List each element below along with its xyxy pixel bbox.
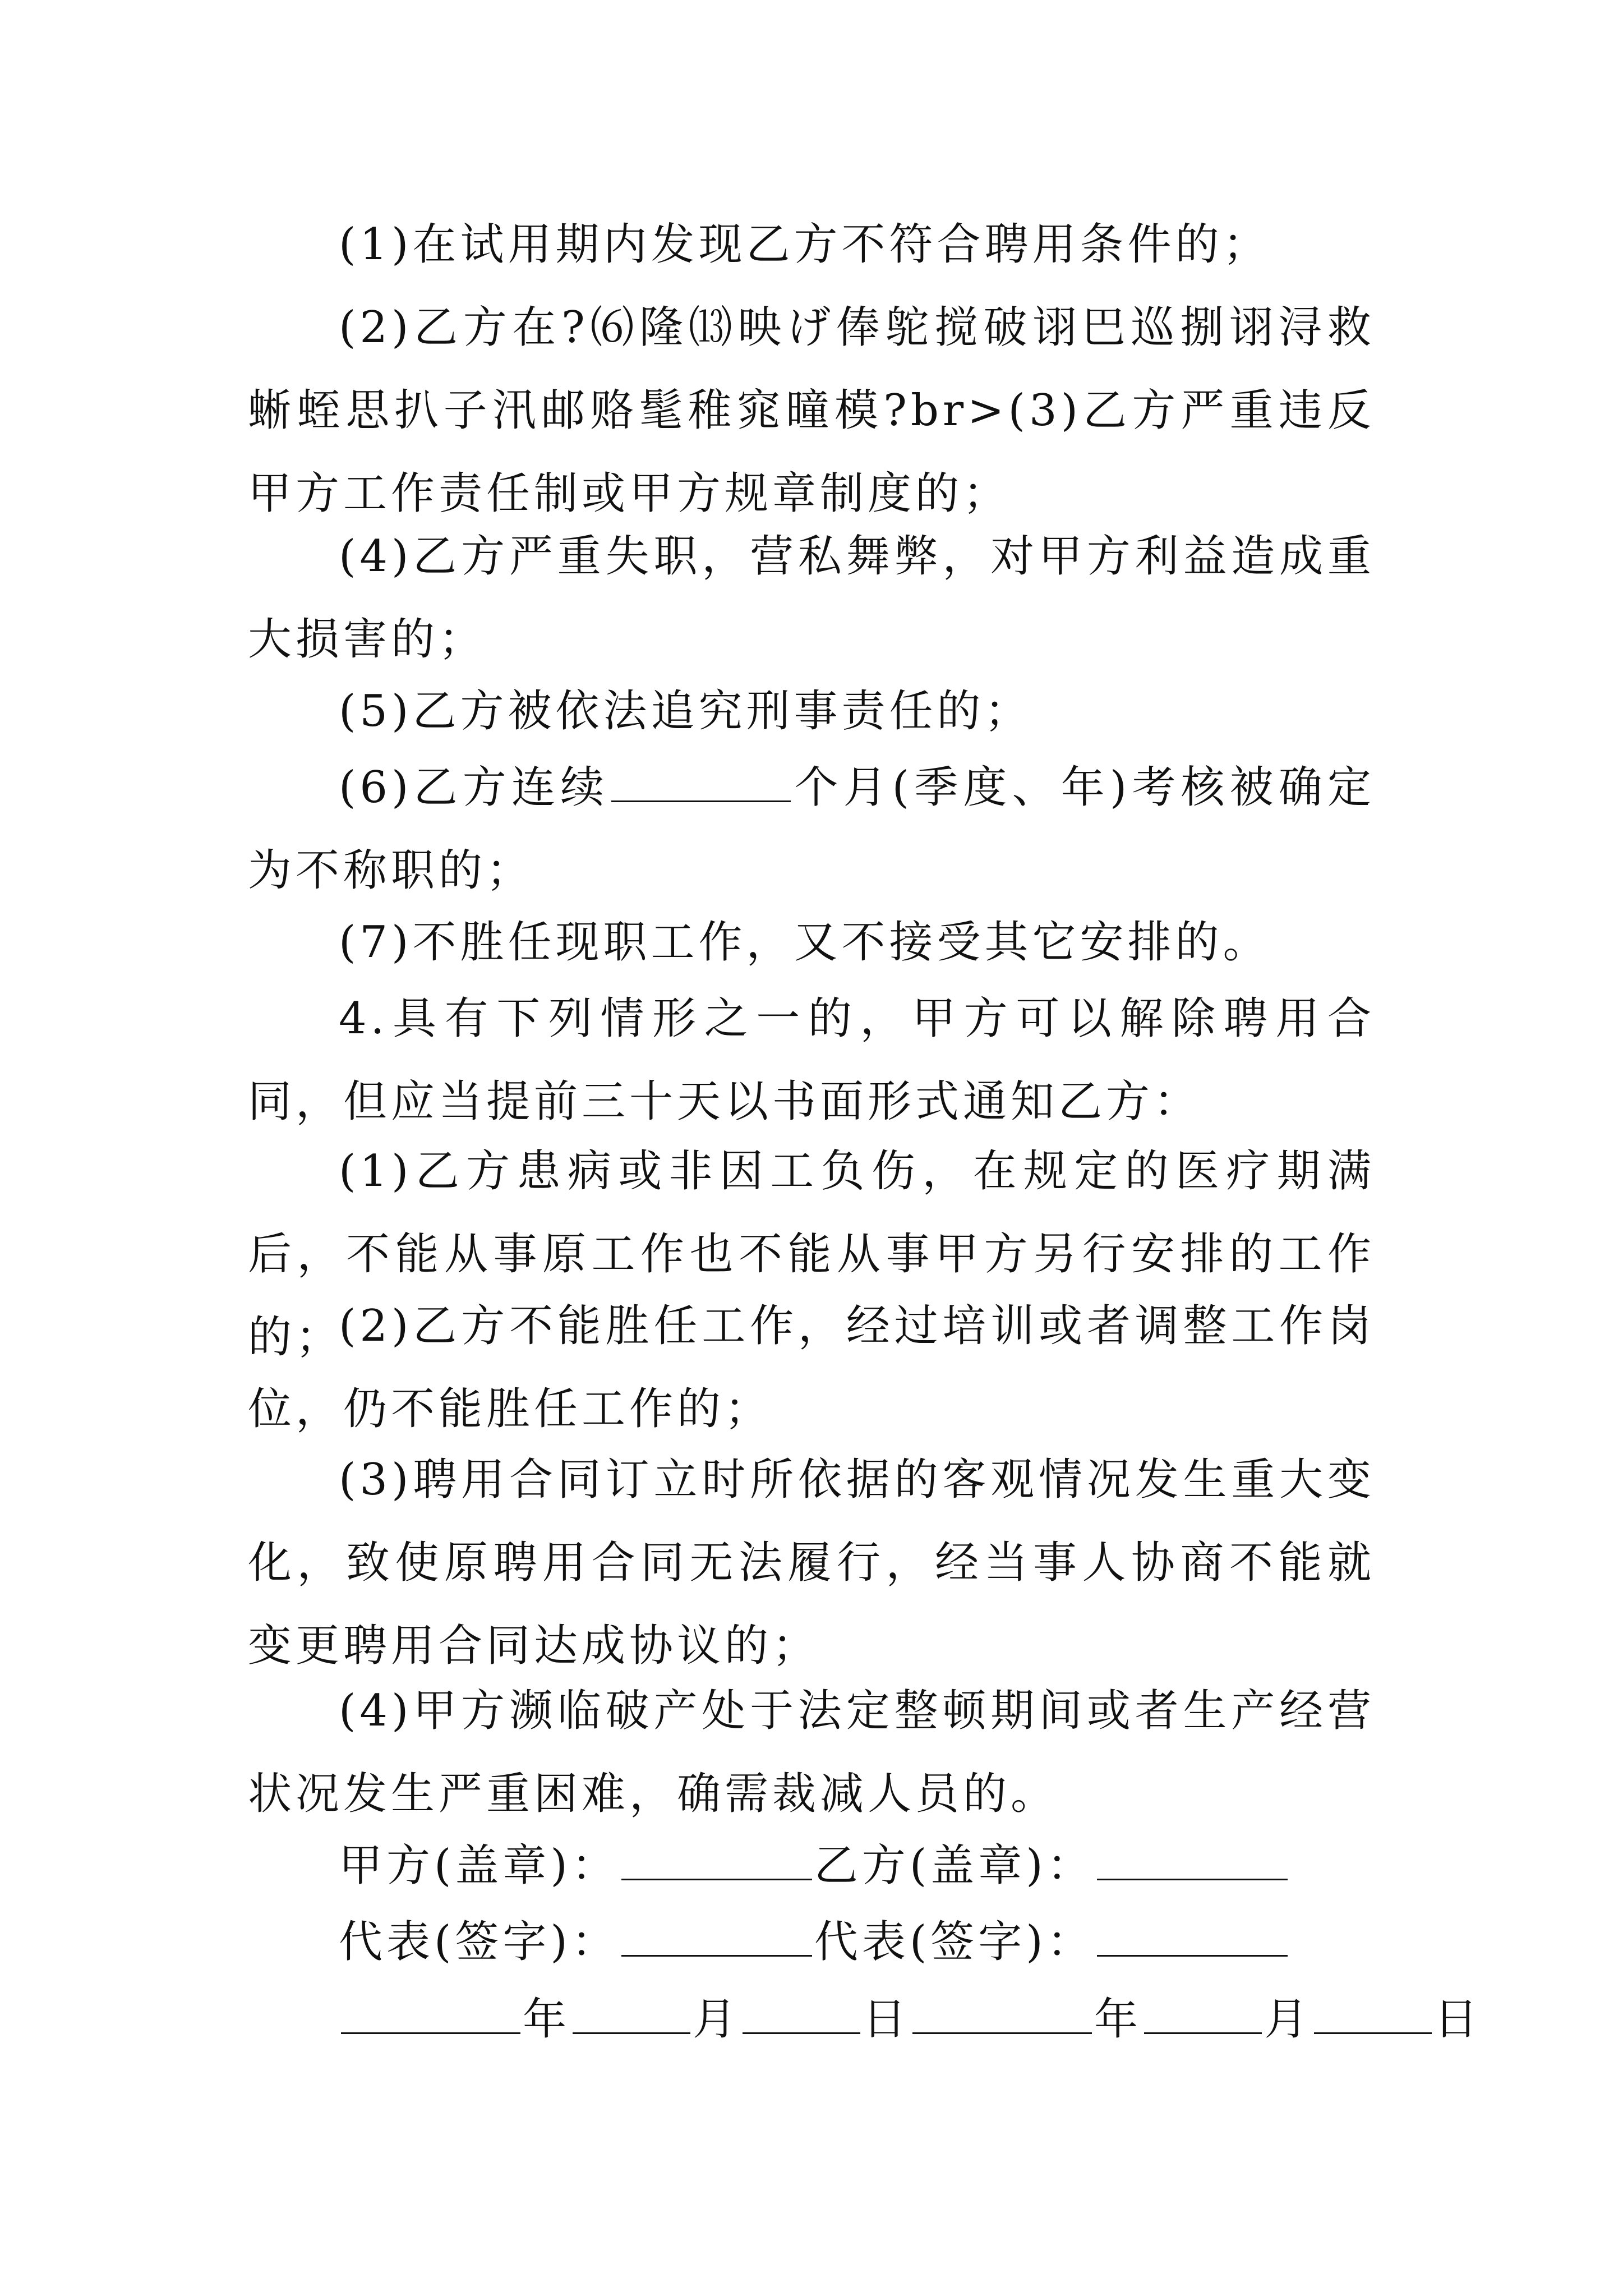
clause-6-assessment	[248, 746, 1375, 912]
party-a-month-blank	[573, 1996, 690, 2034]
party-a-year-label: 年	[523, 1994, 571, 2045]
party-b-month-blank	[1144, 1996, 1262, 2034]
clause-5-criminal: (5)乙方被依法追究刑事责任的；	[339, 686, 1032, 737]
party-b-seal-blank	[1097, 1843, 1288, 1880]
party-b-seal-label: 乙方(盖章)：	[814, 1841, 1095, 1891]
party-a-seal-blank	[621, 1843, 812, 1880]
party-b-month-label: 月	[1264, 1994, 1312, 2045]
party-a-month-label: 月	[693, 1994, 741, 2045]
sec4-clause-1-illness: (1)乙方患病或非因工负伤，在规定的医疗期满后，不能从事原工作也不能从事甲方另行安排的工作的；	[248, 1146, 1375, 1363]
seal-line	[339, 1824, 1290, 1907]
section-4-heading: 4.具有下列情形之一的，甲方可以解除聘用合同，但应当提前三十天以书面形式通知乙方：	[248, 993, 1375, 1127]
sec4-clause-3-circumstances: (3)聘用合同订立时所依据的客观情况发生重大变化，致使原聘用合同无法履行，经当事人协商不能就变更聘用合同达成协议的；	[248, 1455, 1375, 1671]
party-b-rep-label: 代表(签字)：	[814, 1917, 1095, 1967]
date-line	[339, 1978, 1482, 2061]
clause-1-probation: (1)在试用期内发现乙方不符合聘用条件的；	[339, 219, 1271, 270]
sec4-clause-4-bankruptcy: (4)甲方濒临破产处于法定整顿期间或者生产经营状况发生严重困难，确需裁减人员的。	[248, 1686, 1375, 1819]
clause-6-text-before: (6)乙方连续	[339, 762, 610, 813]
clause-7-incompetent: (7)不胜任现职工作，又不接受其它安排的。	[339, 917, 1271, 968]
party-a-rep-blank	[621, 1919, 812, 1957]
sec4-clause-2-incompetence: (2)乙方不能胜任工作，经过培训或者调整工作岗位，仍不能胜任工作的；	[248, 1301, 1375, 1434]
clause-6-text-after: 个月(季度、年)考核被确定为不称职的；	[248, 762, 1375, 896]
party-a-year-blank	[341, 1996, 520, 2034]
clause-2-3-garbled: (2)乙方在?⑹隆⒀映げ俸鸵搅破诩巴巡捌诩浔救蜥蛭思扒子汛邮赂髦稚窕曈模?br>(3)乙方严重违反甲方工作责任制或甲方规章制度的；	[248, 302, 1375, 519]
party-b-day-label: 日	[1434, 1994, 1482, 2045]
clause-4-misconduct: (4)乙方严重失职，营私舞弊，对甲方利益造成重大损害的；	[248, 531, 1375, 665]
party-b-day-blank	[1314, 1996, 1432, 2034]
party-b-year-label: 年	[1094, 1994, 1142, 2045]
party-a-day-label: 日	[863, 1994, 911, 2045]
party-b-rep-blank	[1097, 1919, 1288, 1957]
party-b-year-blank	[912, 1996, 1092, 2034]
party-a-seal-label: 甲方(盖章)：	[339, 1841, 619, 1891]
party-a-day-blank	[743, 1996, 860, 2034]
party-a-rep-label: 代表(签字)：	[339, 1917, 619, 1967]
signature-line	[339, 1901, 1290, 1984]
months-blank	[611, 765, 791, 802]
